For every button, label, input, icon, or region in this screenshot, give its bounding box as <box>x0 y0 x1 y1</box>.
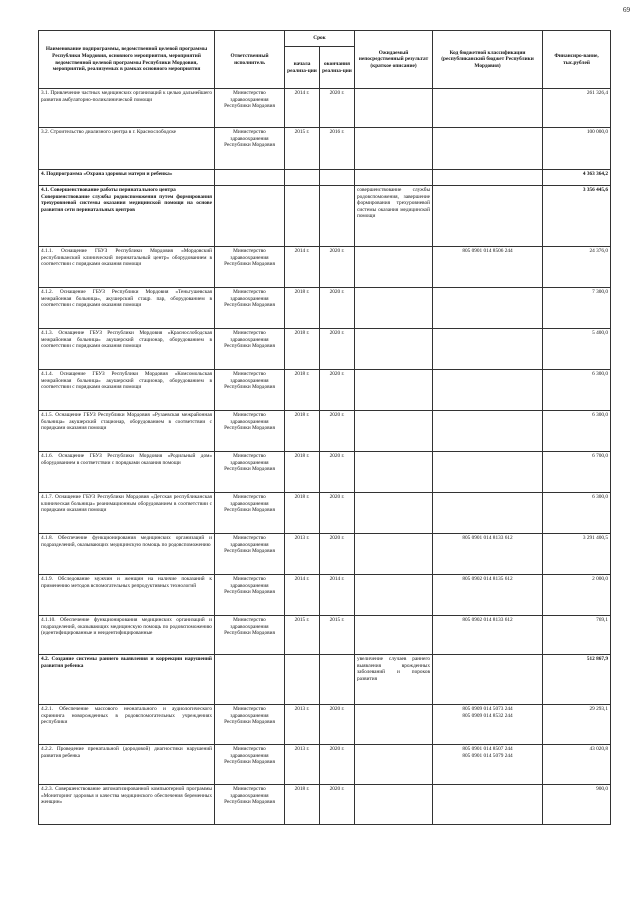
row-finance: 3 356 445,6 <box>543 186 611 247</box>
row-code: 805 0902 014 8135 612 <box>433 575 543 616</box>
row-result <box>355 705 433 745</box>
header-name: Наименование подпрограммы, ведомственной целевой программы Республики Мордовия, основного мероприятия, мероприятий ведомственной целевой программы Республики Мордовия, мероприятий, реализуемых в рамках основного мероприятия <box>39 31 215 89</box>
table-row <box>39 128 611 170</box>
row-start: 2018 г. <box>285 452 320 493</box>
row-end: 2020 г. <box>320 493 355 534</box>
row-name: 4.1.9. Обследование мужчин и женщин на наличие показаний к применению методов вспомогательных репродуктивных технологий <box>39 575 215 616</box>
row-result <box>355 534 433 575</box>
row-finance: 261 326,4 <box>543 89 611 128</box>
row-start: 2014 г. <box>285 89 320 128</box>
row-finance: 900,0 <box>543 785 611 825</box>
row-code <box>433 128 543 170</box>
header-executor: Ответственный исполнитель <box>215 31 285 89</box>
row-finance: 3 291 400,5 <box>543 534 611 575</box>
row-end: 2020 г. <box>320 411 355 452</box>
row-start: 2013 г. <box>285 745 320 785</box>
row-name: 4.1.2. Оснащение ГБУЗ Республики Мордовия «Теньгушевская межрайонная больница», акушерский стацр. пар, оборудованием в соответствии с порядками оказания помощи <box>39 288 215 329</box>
row-code: 805 0901 014 8133 612 <box>433 534 543 575</box>
row-end: 2020 г. <box>320 534 355 575</box>
row-result <box>355 616 433 655</box>
row-finance: 512 867,9 <box>543 655 611 705</box>
row-start: 2015 г. <box>285 616 320 655</box>
row-finance: 100 000,0 <box>543 128 611 170</box>
row-result <box>355 329 433 370</box>
row-executor <box>215 170 285 186</box>
row-start: 2013 г. <box>285 705 320 745</box>
header-result: Ожидаемый непосредственный результат (краткое описание) <box>355 31 433 89</box>
row-executor: Министерство здравоохранения Республики Мордовия <box>215 452 285 493</box>
row-end <box>320 170 355 186</box>
row-start: 2015 г. <box>285 128 320 170</box>
row-name: 3.1. Привлечение частных медицинских организаций к целью дальнейшего развития амбулаторно-поликлинической помощи <box>39 89 215 128</box>
row-end: 2020 г. <box>320 745 355 785</box>
row-start: 2014 г. <box>285 575 320 616</box>
row-name: 4.1.1. Оснащение ГБУЗ Республики Мордовия «Мордовский республиканский клинический перинатальный центр» оборудованием в соответствии с порядками оказания помощи <box>39 247 215 288</box>
row-result <box>355 575 433 616</box>
table-body <box>39 89 611 825</box>
row-code <box>433 329 543 370</box>
row-code <box>433 785 543 825</box>
row-name: 4.2. Создание системы раннего выявления и коррекции нарушений развития ребенка <box>39 655 215 705</box>
table-row <box>39 186 611 247</box>
row-executor: Министерство здравоохранения Республики Мордовия <box>215 616 285 655</box>
row-end: 2020 г. <box>320 452 355 493</box>
header-finance: Финансиро-вание, тыс.рублей <box>543 31 611 89</box>
row-name: 4.1.8. Обеспечение функционирования медицинских организаций и подразделений, оказывающих медицинскую помощь по родовспоможению <box>39 534 215 575</box>
row-end: 2020 г. <box>320 785 355 825</box>
row-finance: 769,1 <box>543 616 611 655</box>
row-end: 2020 г. <box>320 329 355 370</box>
row-executor: Министерство здравоохранения Республики Мордовия <box>215 128 285 170</box>
program-table <box>38 30 611 825</box>
row-finance: 24 376,0 <box>543 247 611 288</box>
row-finance: 29 293,1 <box>543 705 611 745</box>
row-code <box>433 89 543 128</box>
row-finance: 4 363 364,2 <box>543 170 611 186</box>
row-code <box>433 170 543 186</box>
row-result <box>355 89 433 128</box>
table-row <box>39 89 611 128</box>
row-code: 805 0909 014 5073 244 805 0909 014 8532 244 <box>433 705 543 745</box>
row-start <box>285 186 320 247</box>
row-name: 4.1.10. Обеспечение функционирования медицинских организаций и подразделений, оказывающих медицинскую помощь по родовспоможению (идентифицированные и неидентифицированные <box>39 616 215 655</box>
row-executor: Министерство здравоохранения Республики Мордовия <box>215 329 285 370</box>
row-code <box>433 288 543 329</box>
row-code: 805 0901 014 8507 244 805 0901 014 5079 244 <box>433 745 543 785</box>
row-name: 4.1.5. Оснащение ГБУЗ Республики Мордовия «Рузаевская межрайонная больница» акушерский стационар, оборудованием в соответствии с порядками оказания помощи <box>39 411 215 452</box>
row-name: 4.1.6. Оснащение ГБУЗ Республики Мордовия «Родильный дом» оборудованием в соответствии с порядками оказания помощи <box>39 452 215 493</box>
row-executor: Министерство здравоохранения Республики Мордовия <box>215 785 285 825</box>
row-code <box>433 452 543 493</box>
row-executor <box>215 655 285 705</box>
row-end: 2020 г. <box>320 705 355 745</box>
table-row <box>39 247 611 288</box>
table-row <box>39 370 611 411</box>
table-row <box>39 329 611 370</box>
row-end: 2015 г. <box>320 616 355 655</box>
row-start: 2018 г. <box>285 288 320 329</box>
table-row <box>39 575 611 616</box>
row-executor <box>215 186 285 247</box>
row-end: 2020 г. <box>320 370 355 411</box>
row-end: 2016 г. <box>320 128 355 170</box>
header-code: Код бюджетной классификации (республиканский бюджет Республики Мордовия) <box>433 31 543 89</box>
row-end: 2014 г. <box>320 575 355 616</box>
row-start: 2018 г. <box>285 785 320 825</box>
row-start: 2018 г. <box>285 411 320 452</box>
row-end: 2020 г. <box>320 247 355 288</box>
row-result <box>355 745 433 785</box>
table-row <box>39 493 611 534</box>
row-end: 2020 г. <box>320 288 355 329</box>
header-start: начала реализа-ции <box>285 47 320 89</box>
table-row <box>39 288 611 329</box>
row-result: совершенствование службы родовспоможения, завершение формирования трехуровневой системы оказания медицинской помощи <box>355 186 433 247</box>
row-code <box>433 493 543 534</box>
row-result <box>355 370 433 411</box>
table-row <box>39 785 611 825</box>
table-row <box>39 655 611 705</box>
row-name: 4.1.4. Оснащение ГБУЗ Республики Мордовия «Комсомольская межрайонная больница» акушерский стационар, оборудованием в соответствии с порядками оказания помощи <box>39 370 215 411</box>
row-name: 4.2.2. Проведение пренатальной (дородовой) диагностики нарушений развития ребенка <box>39 745 215 785</box>
row-code <box>433 411 543 452</box>
row-name: 4.2.3. Совершенствование автоматизированной компьютерной программы «Мониторинг здоровья и качества медицинского обеспечения беременных женщин» <box>39 785 215 825</box>
row-result <box>355 785 433 825</box>
row-finance: 5 400,0 <box>543 329 611 370</box>
row-start: 2018 г. <box>285 493 320 534</box>
row-start <box>285 655 320 705</box>
row-executor: Министерство здравоохранения Республики Мордовия <box>215 370 285 411</box>
row-code: 805 0901 014 8506 244 <box>433 247 543 288</box>
row-code <box>433 186 543 247</box>
row-finance: 6 300,0 <box>543 370 611 411</box>
row-executor: Министерство здравоохранения Республики Мордовия <box>215 745 285 785</box>
row-start: 2018 г. <box>285 329 320 370</box>
row-executor: Министерство здравоохранения Республики Мордовия <box>215 534 285 575</box>
row-finance: 7 300,0 <box>543 288 611 329</box>
row-name: 4.1. Совершенствование работы перинатального центра Совершенствование службы родовспоможения путем формирования трехуровневой системы оказания медицинской помощи на основе развития сети перинатальных центров <box>39 186 215 247</box>
row-result <box>355 288 433 329</box>
row-result: увеличение случаев раннего выявления врожденных заболеваний и пороков развития <box>355 655 433 705</box>
row-executor: Министерство здравоохранения Республики Мордовия <box>215 493 285 534</box>
header-term: Срок <box>285 31 355 47</box>
row-start: 2018 г. <box>285 370 320 411</box>
row-result <box>355 128 433 170</box>
table-row <box>39 534 611 575</box>
row-result <box>355 493 433 534</box>
row-name: 4.2.1. Обеспечение массового неонатального и аудиологического скрининга новорожденных в родовспомогательных учреждениях республики <box>39 705 215 745</box>
row-code: 805 0902 014 8133 612 <box>433 616 543 655</box>
row-finance: 6 300,0 <box>543 411 611 452</box>
row-name: 3.2. Строительство диализного центра в г. Краснослободске <box>39 128 215 170</box>
table-row <box>39 452 611 493</box>
row-start <box>285 170 320 186</box>
row-result <box>355 411 433 452</box>
row-executor: Министерство здравоохранения Республики Мордовия <box>215 288 285 329</box>
row-result <box>355 452 433 493</box>
row-executor: Министерство здравоохранения Республики Мордовия <box>215 411 285 452</box>
row-executor: Министерство здравоохранения Республики Мордовия <box>215 575 285 616</box>
row-executor: Министерство здравоохранения Республики Мордовия <box>215 89 285 128</box>
row-code <box>433 655 543 705</box>
row-start: 2013 г. <box>285 534 320 575</box>
row-finance: 2 000,0 <box>543 575 611 616</box>
table-row <box>39 170 611 186</box>
row-start: 2014 г. <box>285 247 320 288</box>
row-finance: 6 300,0 <box>543 493 611 534</box>
table-row <box>39 705 611 745</box>
row-code <box>433 370 543 411</box>
row-result <box>355 170 433 186</box>
header-end: окончания реализа-ции <box>320 47 355 89</box>
row-end <box>320 186 355 247</box>
row-name: 4.1.7. Оснащение ГБУЗ Республики Мордовия «Детская республиканская клиническая больница» реанимационным оборудованием в соответствии с порядками оказания помощи <box>39 493 215 534</box>
row-result <box>355 247 433 288</box>
row-executor: Министерство здравоохранения Республики Мордовия <box>215 705 285 745</box>
row-name: 4. Подпрограмма «Охрана здоровья матери и ребенка» <box>39 170 215 186</box>
table-row <box>39 411 611 452</box>
table-row <box>39 616 611 655</box>
row-finance: 6 700,0 <box>543 452 611 493</box>
row-end <box>320 655 355 705</box>
row-name: 4.1.3. Оснащение ГБУЗ Республики Мордовия «Краснослободская межрайонная больница» акушерский стационар, оборудованием в соответствии с порядками оказания помощи <box>39 329 215 370</box>
page-number: 69 <box>623 6 630 14</box>
row-finance: 43 020,8 <box>543 745 611 785</box>
table-row <box>39 745 611 785</box>
row-end: 2020 г. <box>320 89 355 128</box>
row-executor: Министерство здравоохранения Республики Мордовия <box>215 247 285 288</box>
